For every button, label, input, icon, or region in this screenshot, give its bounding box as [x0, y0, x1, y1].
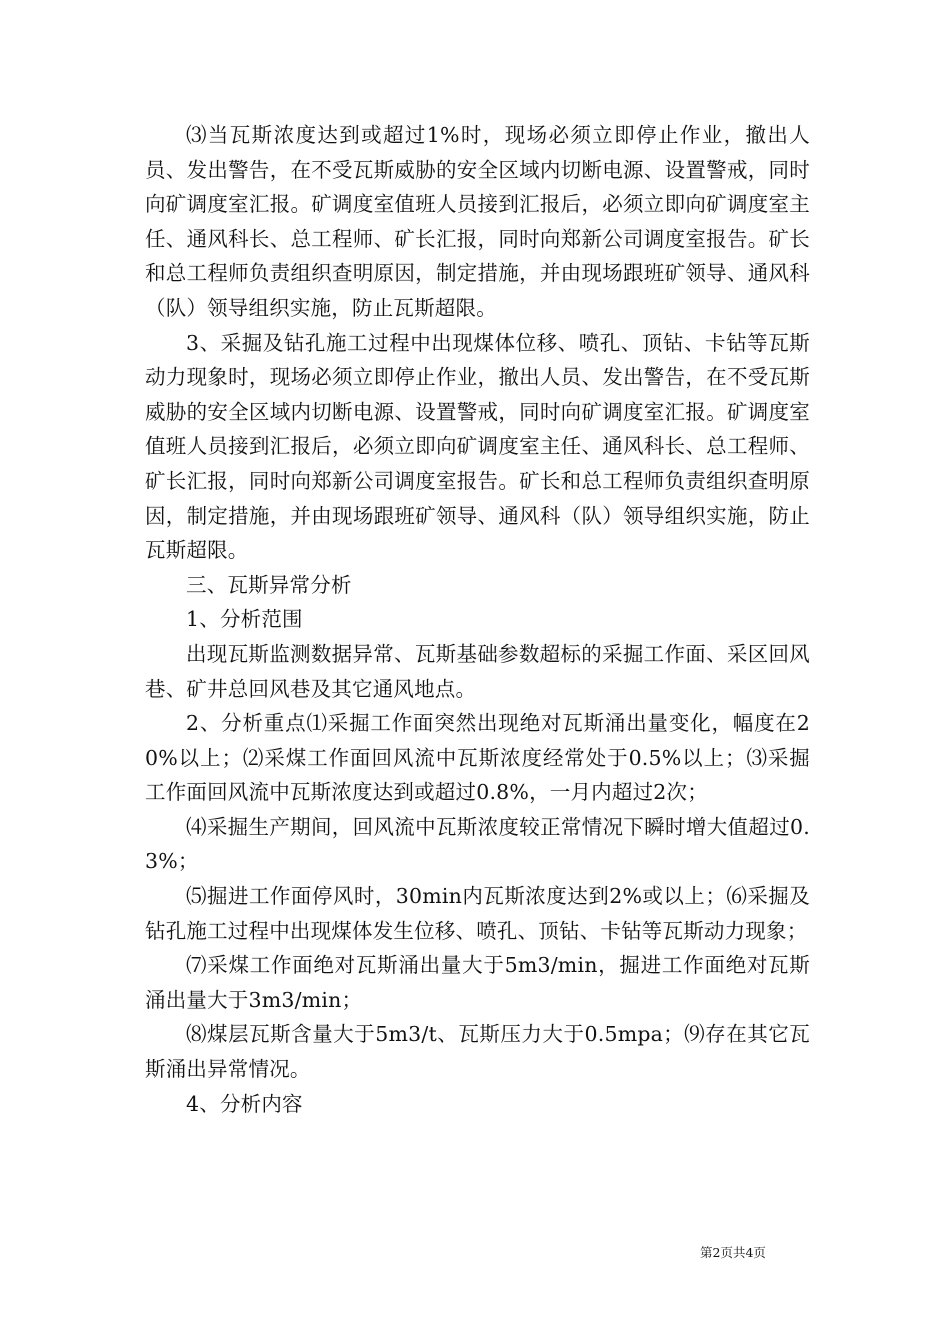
paragraph-item-7: ⑺采煤工作面绝对瓦斯涌出量大于5m3/min，掘进工作面绝对瓦斯涌出量大于3m3/min； — [145, 953, 810, 1012]
paragraph-gas-1-percent: ⑶当瓦斯浓度达到或超过1%时，现场必须立即停止作业，撤出人员、发出警告，在不受瓦斯威胁的安全区域内切断电源、设置警戒，同时向矿调度室汇报。矿调度室值班人员接到汇报后，必须立即向矿调度室主任、通风科长、总工程师、矿长汇报，同时向郑新公司调度室报告。矿长和总工程师负责组织查明原因，制定措施，并由现场跟班矿领导、通风科（队）领导组织实施，防止瓦斯超限。 — [145, 123, 810, 320]
paragraph-item-8-9: ⑻煤层瓦斯含量大于5m3/t、瓦斯压力大于0.5mpa；⑼存在其它瓦斯涌出异常情况。 — [145, 1022, 810, 1082]
subheading-analysis-scope: 1、分析范围 — [186, 607, 303, 632]
paragraph-dynamic-phenomena: 3、采掘及钻孔施工过程中出现煤体位移、喷孔、顶钻、卡钻等瓦斯动力现象时，现场必须立即停止作业，撤出人员、发出警告，在不受瓦斯威胁的安全区域内切断电源、设置警戒，同时向矿调度室汇报。矿调度室值班人员接到汇报后，必须立即向矿调度室主任、通风科长、总工程师、矿长汇报，同时向郑新公司调度室报告。矿长和总工程师负责组织查明原因，制定措施，并由现场跟班矿领导、通风科（队）领导组织实施，防止瓦斯超限。 — [145, 330, 810, 563]
section-heading-gas-anomaly-analysis: 三、瓦斯异常分析 — [186, 572, 352, 597]
paragraph-item-4: ⑷采掘生产期间，回风流中瓦斯浓度较正常情况下瞬时增大值超过0.3%； — [145, 814, 810, 874]
page-number-footer: 第2页共4页 — [700, 1245, 766, 1260]
subheading-analysis-content: 4、分析内容 — [186, 1091, 303, 1116]
paragraph-item-5-6: ⑸掘进工作面停风时，30min内瓦斯浓度达到2%或以上；⑹采掘及钻孔施工过程中出现煤体发生位移、喷孔、顶钻、卡钻等瓦斯动力现象； — [145, 884, 810, 943]
paragraph-analysis-scope: 出现瓦斯监测数据异常、瓦斯基础参数超标的采掘工作面、采区回风巷、矿井总回风巷及其它通风地点。 — [145, 641, 810, 701]
paragraph-analysis-focus: 2、分析重点⑴采掘工作面突然出现绝对瓦斯涌出量变化，幅度在20%以上；⑵采煤工作面回风流中瓦斯浓度经常处于0.5%以上；⑶采掘工作面回风流中瓦斯浓度达到或超过0.8%，一月内超过2次； — [145, 711, 810, 805]
document-body — [145, 118, 810, 1121]
